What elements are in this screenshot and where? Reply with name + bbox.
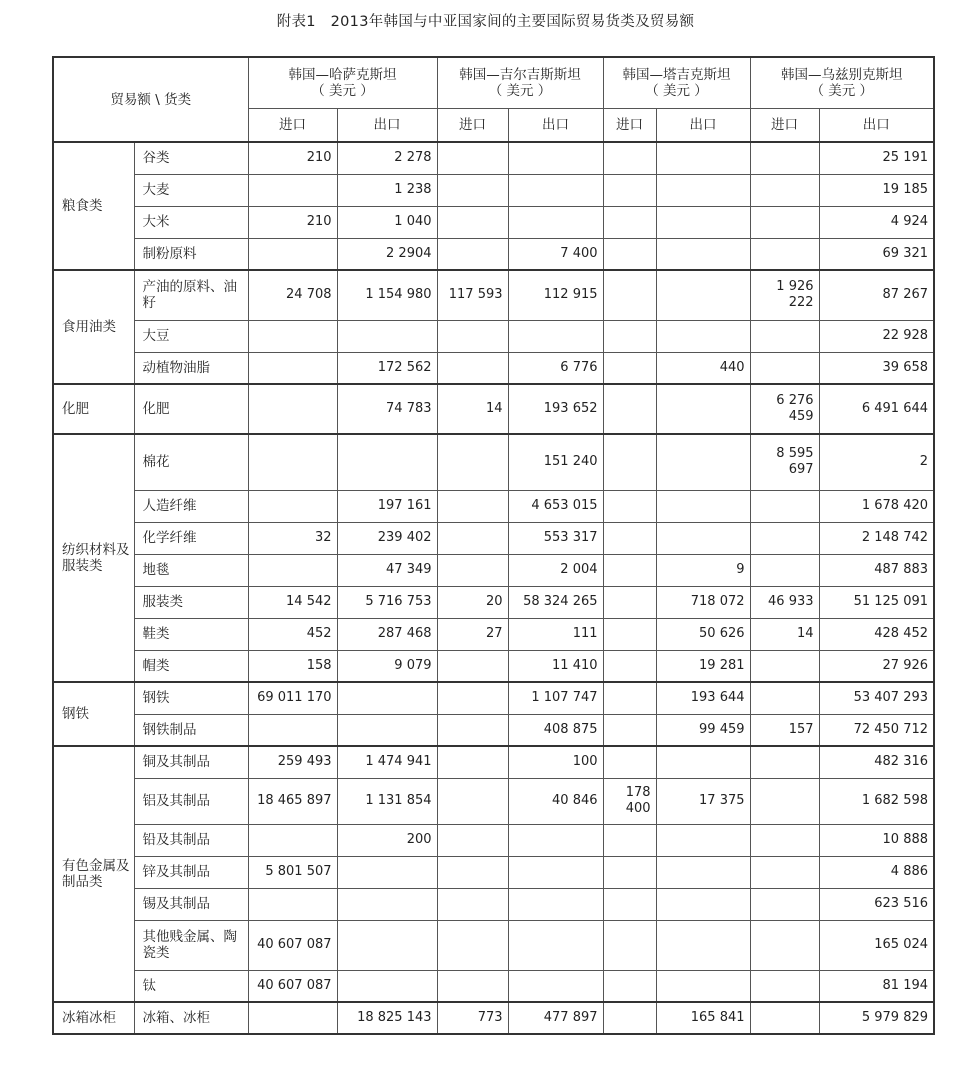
- value-cell: 1 040: [337, 206, 437, 238]
- value-cell: [603, 522, 656, 554]
- value-cell: 259 493: [248, 746, 337, 778]
- value-cell: [508, 320, 603, 352]
- export-header: 出口: [508, 109, 603, 143]
- item-cell: 冰箱、冰柜: [134, 1002, 248, 1034]
- value-cell: [437, 682, 508, 714]
- value-cell: [337, 970, 437, 1002]
- value-cell: 87 267: [819, 270, 934, 320]
- value-cell: [656, 490, 750, 522]
- table-title: 附表1 2013年韩国与中亚国家间的主要国际贸易货类及贸易额: [276, 14, 695, 30]
- value-cell: [437, 320, 508, 352]
- value-cell: [437, 856, 508, 888]
- value-cell: 428 452: [819, 618, 934, 650]
- value-cell: [248, 174, 337, 206]
- value-cell: 4 653 015: [508, 490, 603, 522]
- value-cell: [437, 650, 508, 682]
- item-cell: 服装类: [134, 586, 248, 618]
- country-header: [603, 57, 750, 109]
- item-cell: 铜及其制品: [134, 746, 248, 778]
- value-cell: 1 926 222: [750, 270, 819, 320]
- value-cell: 165 841: [656, 1002, 750, 1034]
- value-cell: [603, 174, 656, 206]
- value-cell: 553 317: [508, 522, 603, 554]
- value-cell: [656, 856, 750, 888]
- value-cell: [248, 238, 337, 270]
- item-cell: 谷类: [134, 142, 248, 174]
- value-cell: 440: [656, 352, 750, 384]
- table-row: [53, 920, 934, 970]
- value-cell: 1 682 598: [819, 778, 934, 824]
- table-row: [53, 856, 934, 888]
- value-cell: [656, 434, 750, 490]
- value-cell: 69 011 170: [248, 682, 337, 714]
- value-cell: 1 131 854: [337, 778, 437, 824]
- value-cell: [656, 384, 750, 434]
- value-cell: [656, 238, 750, 270]
- value-cell: 9: [656, 554, 750, 586]
- item-cell: 鞋类: [134, 618, 248, 650]
- value-cell: [656, 920, 750, 970]
- value-cell: 24 708: [248, 270, 337, 320]
- value-cell: [508, 824, 603, 856]
- value-cell: 1 154 980: [337, 270, 437, 320]
- value-cell: 32: [248, 522, 337, 554]
- value-cell: 10 888: [819, 824, 934, 856]
- value-cell: [603, 586, 656, 618]
- value-cell: 5 716 753: [337, 586, 437, 618]
- value-cell: 718 072: [656, 586, 750, 618]
- value-cell: [248, 352, 337, 384]
- value-cell: 623 516: [819, 888, 934, 920]
- import-header: 进口: [248, 109, 337, 143]
- table-row: [53, 586, 934, 618]
- value-cell: [750, 682, 819, 714]
- value-cell: 452: [248, 618, 337, 650]
- value-cell: 69 321: [819, 238, 934, 270]
- value-cell: [437, 888, 508, 920]
- item-cell: 大麦: [134, 174, 248, 206]
- value-cell: [437, 352, 508, 384]
- value-cell: 4 886: [819, 856, 934, 888]
- value-cell: [603, 554, 656, 586]
- table-row: [53, 778, 934, 824]
- table-row: [53, 320, 934, 352]
- value-cell: 112 915: [508, 270, 603, 320]
- table-row: [53, 490, 934, 522]
- value-cell: [603, 618, 656, 650]
- value-cell: [603, 270, 656, 320]
- value-cell: [750, 888, 819, 920]
- value-cell: [248, 320, 337, 352]
- value-cell: 72 450 712: [819, 714, 934, 746]
- value-cell: [603, 490, 656, 522]
- item-cell: 化学纤维: [134, 522, 248, 554]
- table-row: [53, 618, 934, 650]
- value-cell: [656, 206, 750, 238]
- value-cell: [437, 490, 508, 522]
- value-cell: 1 678 420: [819, 490, 934, 522]
- value-cell: 14 542: [248, 586, 337, 618]
- item-cell: 钛: [134, 970, 248, 1002]
- value-cell: [437, 238, 508, 270]
- value-cell: 18 465 897: [248, 778, 337, 824]
- value-cell: [750, 746, 819, 778]
- table-row: [53, 142, 934, 174]
- country-header: [437, 57, 603, 109]
- value-cell: [437, 778, 508, 824]
- item-cell: 制粉原料: [134, 238, 248, 270]
- value-cell: 99 459: [656, 714, 750, 746]
- table-row: [53, 746, 934, 778]
- value-cell: [437, 714, 508, 746]
- value-cell: 22 928: [819, 320, 934, 352]
- table-row: [53, 554, 934, 586]
- value-cell: [337, 856, 437, 888]
- country-unit: （ 美元 ）: [645, 83, 708, 99]
- value-cell: [437, 142, 508, 174]
- value-cell: [603, 970, 656, 1002]
- category-cell: 化肥: [53, 384, 134, 434]
- value-cell: [656, 142, 750, 174]
- value-cell: [750, 142, 819, 174]
- value-cell: [750, 490, 819, 522]
- value-cell: 100: [508, 746, 603, 778]
- value-cell: [508, 856, 603, 888]
- value-cell: 408 875: [508, 714, 603, 746]
- item-cell: 棉花: [134, 434, 248, 490]
- value-cell: [248, 434, 337, 490]
- value-cell: 39 658: [819, 352, 934, 384]
- value-cell: [750, 174, 819, 206]
- value-cell: [337, 888, 437, 920]
- value-cell: 47 349: [337, 554, 437, 586]
- value-cell: [508, 888, 603, 920]
- country-name: 韩国—哈萨克斯坦: [288, 67, 397, 83]
- value-cell: 19 281: [656, 650, 750, 682]
- item-cell: 铝及其制品: [134, 778, 248, 824]
- value-cell: [248, 554, 337, 586]
- value-cell: 51 125 091: [819, 586, 934, 618]
- value-cell: [750, 650, 819, 682]
- value-cell: [337, 714, 437, 746]
- value-cell: [603, 1002, 656, 1034]
- value-cell: 200: [337, 824, 437, 856]
- value-cell: 210: [248, 142, 337, 174]
- value-cell: 19 185: [819, 174, 934, 206]
- value-cell: [603, 888, 656, 920]
- value-cell: [603, 320, 656, 352]
- value-cell: [337, 434, 437, 490]
- value-cell: 11 410: [508, 650, 603, 682]
- category-cell: 食用油类: [53, 270, 134, 384]
- value-cell: [508, 970, 603, 1002]
- value-cell: 9 079: [337, 650, 437, 682]
- value-cell: 2 004: [508, 554, 603, 586]
- value-cell: [248, 714, 337, 746]
- value-cell: 6 491 644: [819, 384, 934, 434]
- table-row: [53, 682, 934, 714]
- value-cell: 53 407 293: [819, 682, 934, 714]
- value-cell: [248, 1002, 337, 1034]
- value-cell: [603, 238, 656, 270]
- value-cell: [656, 746, 750, 778]
- table-row: [53, 888, 934, 920]
- value-cell: [603, 434, 656, 490]
- corner-header: 贸易额 \ 货类: [53, 57, 248, 142]
- value-cell: 40 607 087: [248, 970, 337, 1002]
- value-cell: 151 240: [508, 434, 603, 490]
- table-row: [53, 1002, 934, 1034]
- value-cell: 117 593: [437, 270, 508, 320]
- value-cell: [603, 920, 656, 970]
- value-cell: [750, 856, 819, 888]
- item-cell: 锌及其制品: [134, 856, 248, 888]
- value-cell: [750, 920, 819, 970]
- value-cell: 2 148 742: [819, 522, 934, 554]
- country-name: 韩国—乌兹别克斯坦: [781, 67, 903, 83]
- value-cell: [603, 142, 656, 174]
- value-cell: 50 626: [656, 618, 750, 650]
- value-cell: 58 324 265: [508, 586, 603, 618]
- value-cell: [656, 174, 750, 206]
- country-unit: （ 美元 ）: [488, 83, 552, 99]
- value-cell: 18 825 143: [337, 1002, 437, 1034]
- item-cell: 锡及其制品: [134, 888, 248, 920]
- country-header: [248, 57, 437, 109]
- value-cell: 8 595 697: [750, 434, 819, 490]
- country-name: 韩国—吉尔吉斯斯坦: [459, 67, 581, 83]
- table-row: [53, 714, 934, 746]
- value-cell: 157: [750, 714, 819, 746]
- value-cell: 20: [437, 586, 508, 618]
- category-cell: 冰箱冰柜: [53, 1002, 134, 1034]
- value-cell: [603, 824, 656, 856]
- item-cell: 大豆: [134, 320, 248, 352]
- value-cell: 773: [437, 1002, 508, 1034]
- value-cell: [656, 888, 750, 920]
- value-cell: 239 402: [337, 522, 437, 554]
- value-cell: 6 776: [508, 352, 603, 384]
- table-row: [53, 970, 934, 1002]
- value-cell: 14: [437, 384, 508, 434]
- table-row: [53, 434, 934, 490]
- import-header: 进口: [750, 109, 819, 143]
- value-cell: 6 276 459: [750, 384, 819, 434]
- value-cell: 482 316: [819, 746, 934, 778]
- value-cell: 25 191: [819, 142, 934, 174]
- table-row: [53, 824, 934, 856]
- item-cell: 大米: [134, 206, 248, 238]
- value-cell: 165 024: [819, 920, 934, 970]
- export-header: 出口: [337, 109, 437, 143]
- value-cell: 193 644: [656, 682, 750, 714]
- country-unit: （ 美元 ）: [311, 83, 374, 99]
- value-cell: [750, 352, 819, 384]
- value-cell: 158: [248, 650, 337, 682]
- item-cell: 钢铁: [134, 682, 248, 714]
- value-cell: [603, 714, 656, 746]
- value-cell: 287 468: [337, 618, 437, 650]
- value-cell: 4 924: [819, 206, 934, 238]
- value-cell: [656, 320, 750, 352]
- value-cell: 81 194: [819, 970, 934, 1002]
- table-row: [53, 206, 934, 238]
- value-cell: [248, 384, 337, 434]
- table-row: [53, 352, 934, 384]
- item-cell: 钢铁制品: [134, 714, 248, 746]
- value-cell: [603, 682, 656, 714]
- category-cell: 纺织材料及服装类: [53, 434, 134, 682]
- value-cell: 172 562: [337, 352, 437, 384]
- value-cell: 197 161: [337, 490, 437, 522]
- value-cell: 193 652: [508, 384, 603, 434]
- value-cell: [248, 824, 337, 856]
- value-cell: 74 783: [337, 384, 437, 434]
- value-cell: 2 278: [337, 142, 437, 174]
- value-cell: [437, 746, 508, 778]
- item-cell: 其他贱金属、陶瓷类: [134, 920, 248, 970]
- value-cell: [603, 206, 656, 238]
- value-cell: [656, 522, 750, 554]
- value-cell: [437, 824, 508, 856]
- value-cell: 1 474 941: [337, 746, 437, 778]
- value-cell: 27: [437, 618, 508, 650]
- value-cell: [248, 490, 337, 522]
- value-cell: [603, 650, 656, 682]
- value-cell: 2 2904: [337, 238, 437, 270]
- table-row: [53, 650, 934, 682]
- value-cell: [437, 434, 508, 490]
- value-cell: [508, 174, 603, 206]
- value-cell: [437, 174, 508, 206]
- item-cell: 产油的原料、油籽: [134, 270, 248, 320]
- item-cell: 地毯: [134, 554, 248, 586]
- value-cell: [337, 920, 437, 970]
- value-cell: [750, 522, 819, 554]
- export-header: 出口: [656, 109, 750, 143]
- value-cell: 14: [750, 618, 819, 650]
- country-unit: （ 美元 ）: [810, 83, 874, 99]
- value-cell: [603, 384, 656, 434]
- value-cell: 7 400: [508, 238, 603, 270]
- value-cell: [750, 554, 819, 586]
- value-cell: [750, 824, 819, 856]
- value-cell: 1 238: [337, 174, 437, 206]
- item-cell: 动植物油脂: [134, 352, 248, 384]
- value-cell: [750, 778, 819, 824]
- table-row: [53, 270, 934, 320]
- value-cell: [437, 920, 508, 970]
- value-cell: [656, 824, 750, 856]
- value-cell: [508, 142, 603, 174]
- trade-table: [52, 56, 935, 1035]
- value-cell: 487 883: [819, 554, 934, 586]
- value-cell: 477 897: [508, 1002, 603, 1034]
- value-cell: [750, 238, 819, 270]
- value-cell: [437, 554, 508, 586]
- value-cell: [750, 206, 819, 238]
- value-cell: [603, 856, 656, 888]
- value-cell: [603, 746, 656, 778]
- value-cell: [750, 970, 819, 1002]
- value-cell: 2: [819, 434, 934, 490]
- table-row: [53, 384, 934, 434]
- value-cell: [437, 206, 508, 238]
- export-header: 出口: [819, 109, 934, 143]
- table-row: [53, 174, 934, 206]
- value-cell: 178 400: [603, 778, 656, 824]
- value-cell: [656, 970, 750, 1002]
- category-cell: 钢铁: [53, 682, 134, 746]
- value-cell: 111: [508, 618, 603, 650]
- table-row: [53, 238, 934, 270]
- value-cell: [248, 888, 337, 920]
- item-cell: 人造纤维: [134, 490, 248, 522]
- value-cell: [656, 270, 750, 320]
- value-cell: 5 801 507: [248, 856, 337, 888]
- category-cell: 粮食类: [53, 142, 134, 270]
- value-cell: 27 926: [819, 650, 934, 682]
- value-cell: [508, 206, 603, 238]
- value-cell: [437, 970, 508, 1002]
- value-cell: 40 846: [508, 778, 603, 824]
- value-cell: [337, 682, 437, 714]
- value-cell: 210: [248, 206, 337, 238]
- value-cell: 5 979 829: [819, 1002, 934, 1034]
- value-cell: [337, 320, 437, 352]
- country-name: 韩国—塔吉克斯坦: [622, 67, 731, 83]
- value-cell: [750, 1002, 819, 1034]
- item-cell: 帽类: [134, 650, 248, 682]
- table-row: [53, 522, 934, 554]
- value-cell: [603, 352, 656, 384]
- category-cell: 有色金属及制品类: [53, 746, 134, 1002]
- value-cell: 17 375: [656, 778, 750, 824]
- import-header: 进口: [437, 109, 508, 143]
- value-cell: [508, 920, 603, 970]
- value-cell: 46 933: [750, 586, 819, 618]
- value-cell: 1 107 747: [508, 682, 603, 714]
- value-cell: 40 607 087: [248, 920, 337, 970]
- value-cell: [750, 320, 819, 352]
- import-header: 进口: [603, 109, 656, 143]
- item-cell: 化肥: [134, 384, 248, 434]
- country-header: [750, 57, 934, 109]
- value-cell: [437, 522, 508, 554]
- item-cell: 铅及其制品: [134, 824, 248, 856]
